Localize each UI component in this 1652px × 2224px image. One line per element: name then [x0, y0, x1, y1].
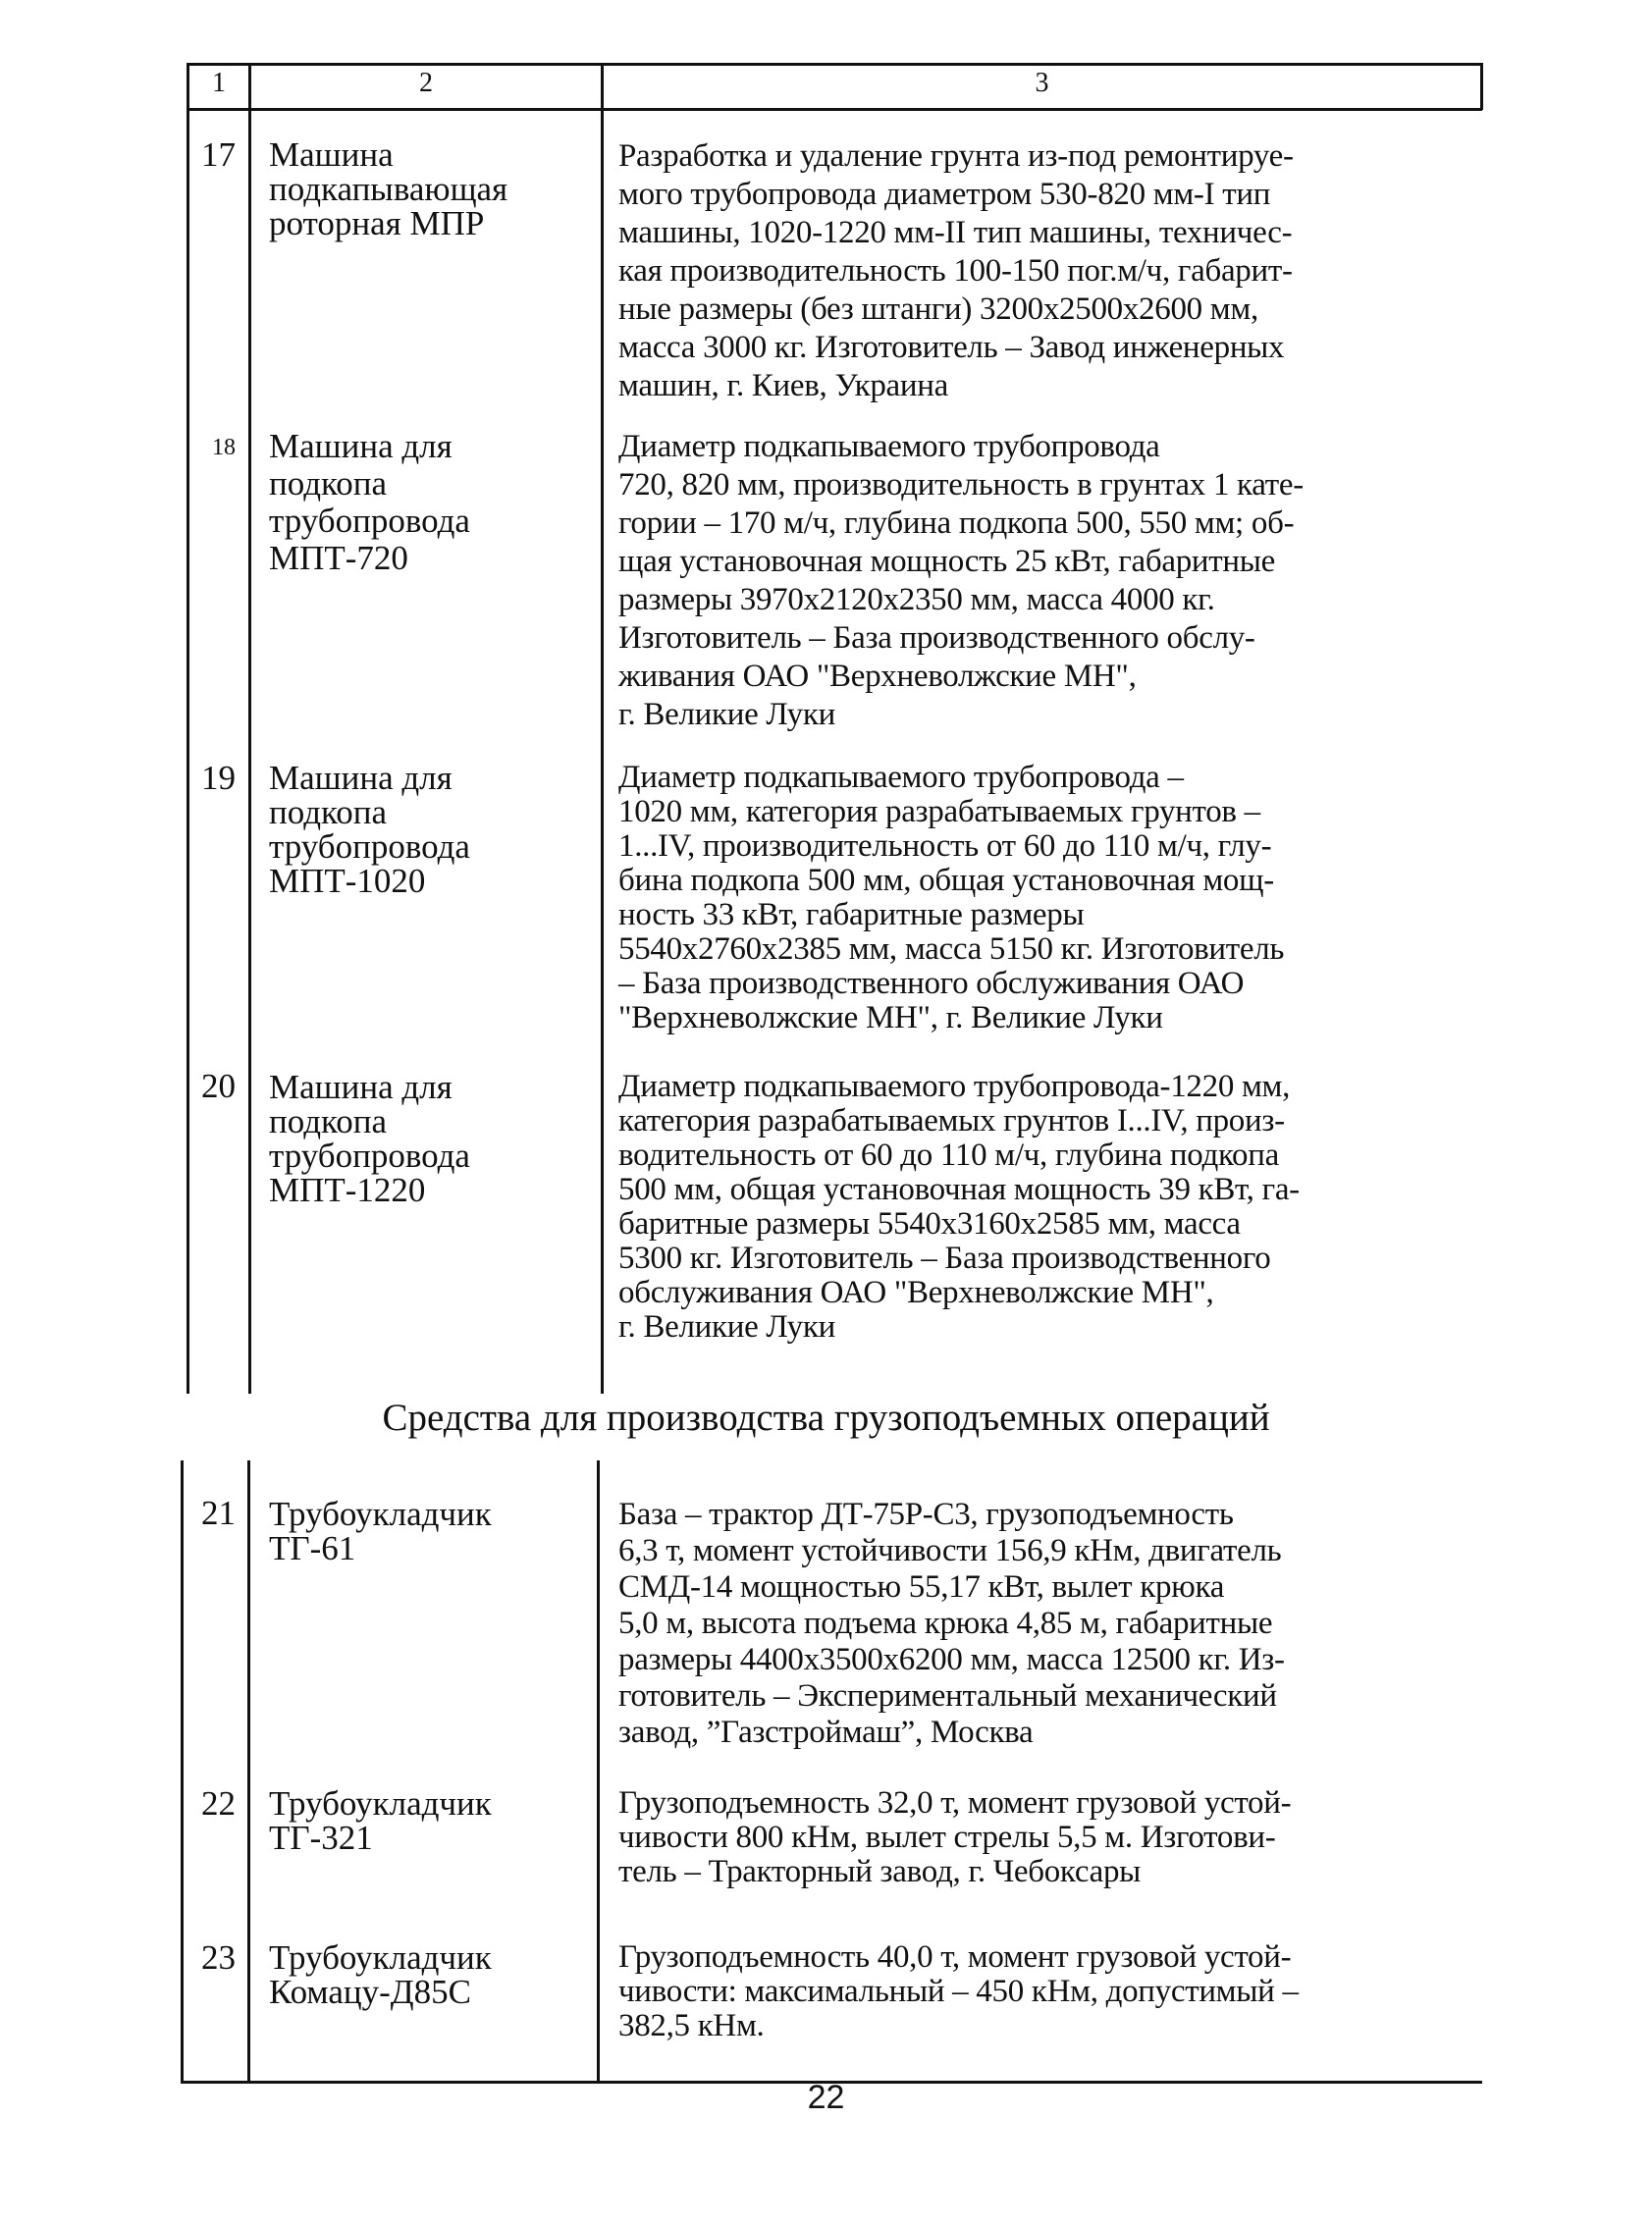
col2-divider-lower [597, 1460, 600, 2084]
row-number-23: 23 [201, 1938, 236, 1977]
row-description-23: Грузоподъемность 40,0 т, момент грузовой устой- чивости: максимальный – 450 кНм, допустимый – 382,5 кНм. [618, 1939, 1299, 2043]
row-number-22: 22 [201, 1784, 236, 1823]
column-header-3: 3 [1035, 68, 1049, 98]
outer-left-border-upper [187, 63, 189, 1398]
col1-divider-upper [248, 63, 251, 1398]
row-description-18: Диаметр подкапываемого трубопровода 720, 820 мм, производительность в грунтах 1 кате- гории – 170 м/ч, глубина подкопа 500, 550 мм; об- щая установочная мощность 25 кВт, габаритные размеры 3970х2120х2350 мм, масса 4000 кг. Изготовитель – База производственного обслу- живания ОАО "Верхневолжские МН", г. Великие Луки [618, 429, 1304, 732]
table-top-border [187, 63, 1482, 66]
page-number: 22 [807, 2079, 845, 2116]
row-name-17: Машина подкапывающая роторная МПР [269, 135, 508, 242]
row-number-21: 21 [201, 1494, 236, 1532]
row-description-22: Грузоподъемность 32,0 т, момент грузовой устой- чивости 800 кНм, вылет стрелы 5,5 м. Изготови- тель – Тракторный завод, г. Чебоксары [618, 1785, 1292, 1889]
row-name-20: Машина для подкопа трубопровода МПТ-1220 [269, 1068, 470, 1209]
col1-divider-lower [247, 1460, 250, 2084]
row-description-20: Диаметр подкапываемого трубопровода-1220 мм, категория разрабатываемых грунтов I...IV, произ- водительность от 60 до 110 м/ч, глубина подкопа 500 мм, общая установочная мощность 39 кВт, га- баритные размеры 5540х3160х2585 мм, масса 5300 кг. Изготовитель – База производственного обслуживания ОАО "Верхневолжские МН", г. Великие Луки [618, 1069, 1300, 1345]
row-number-19: 19 [201, 759, 236, 797]
column-header-1: 1 [212, 68, 226, 98]
section-title: Средства для производства грузоподъемных операций [0, 1394, 1652, 1443]
row-name-21: Трубоукладчик ТГ-61 [269, 1495, 492, 1567]
column-header-2: 2 [419, 68, 433, 98]
row-description-19: Диаметр подкапываемого трубопровода – 1020 мм, категория разрабатываемых грунтов – 1...IV, производительность от 60 до 110 м/ч, глу- бина подкопа 500 мм, общая установочная мощ- ность 33 кВт, габаритные размеры 5540х2760х2385 мм, масса 5150 кг. Изготовитель – База производственного обслуживания ОАО "Верхневолжские МН", г. Великие Луки [618, 760, 1285, 1035]
row-description-21: База – трактор ДТ-75Р-С3, грузоподъемность 6,3 т, момент устойчивости 156,9 кНм, двигатель СМД-14 мощностью 55,17 кВт, вылет крюка 5,0 м, высота подъема крюка 4,85 м, габаритные размеры 4400х3500х6200 мм, масса 12500 кг. Из- готовитель – Экспериментальный механический завод, ”Газстроймаш”, Москва [618, 1497, 1285, 1750]
row-name-18: Машина для подкопа трубопровода МПТ-720 [269, 427, 470, 577]
row-number-20: 20 [201, 1067, 236, 1105]
row-description-17: Разработка и удаление грунта из-под ремонтируе- мого трубопровода диаметром 530-820 мм-I тип машины, 1020-1220 мм-II тип машины, техничес- кая производительность 100-150 пог.м/ч, габарит- ные размеры (без штанги) 3200х2500х2600 мм, масса 3000 кг. Изготовитель – Завод инженерных машин, г. Киев, Украина [618, 138, 1294, 403]
col2-divider-upper [601, 63, 604, 1398]
row-name-22: Трубоукладчик ТГ-321 [269, 1784, 492, 1857]
row-number-18: 18 [212, 435, 236, 460]
outer-right-border [1480, 63, 1483, 110]
row-name-19: Машина для подкопа трубопровода МПТ-1020 [269, 759, 470, 900]
row-number-17: 17 [201, 135, 236, 174]
row-name-23: Трубоукладчик Комацу-Д85С [269, 1938, 492, 2011]
outer-left-border-lower [181, 1460, 184, 2084]
header-bottom-border [187, 108, 1482, 111]
